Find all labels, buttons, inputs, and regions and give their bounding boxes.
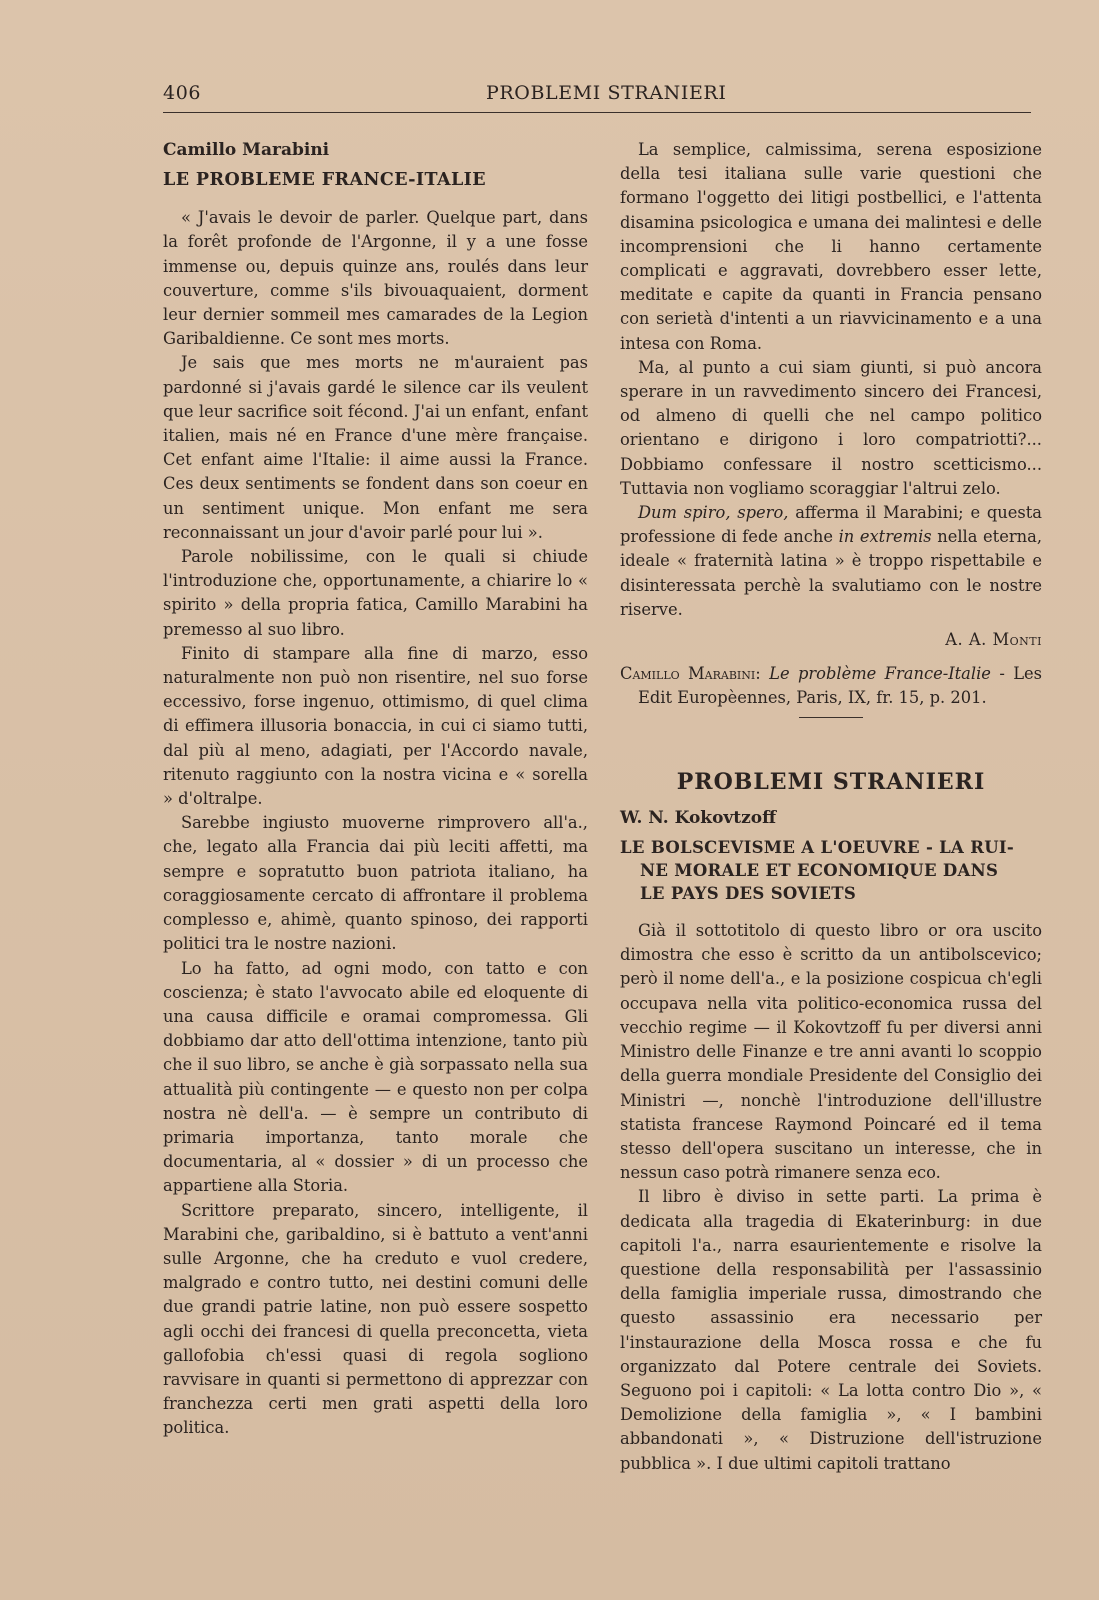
- paragraph: Parole nobilissime, con le quali si chiude l'introduzione che, opportunamente, a chiarire lo « spirito » della propria fatica, Camillo Marabini ha premesso al suo libro.: [163, 547, 588, 639]
- paragraph: « J'avais le devoir de parler. Quelque part, dans la forêt profonde de l'Argonne, il y a une fosse immense ou, depuis quinze ans, roulés dans leur couverture, comme s'ils bivouaquaient, dorment leur dernier sommeil mes camarades de la Legion Garibaldienne. Ce sont mes morts.: [163, 208, 588, 349]
- left-column: [163, 138, 588, 1441]
- latin-phrase: in extremis: [838, 527, 932, 547]
- review-author: W. N. Kokovtzoff: [620, 807, 777, 828]
- paragraph: Scrittore preparato, sincero, intelligente, il Marabini che, garibaldino, si è battuto a vent'anni sulle Argonne, che ha creduto e vuol credere, malgrado e contro tutto, nei destini comuni delle due grandi patrie latine, non può essere sospetto agli occhi dei francesi di quella preconcetta, vieta gallofobia ch'essi quasi di regola sogliono ravvisare in quanti si permettono di apprezzar con franchezza certi men grati aspetti della loro politica.: [163, 1200, 588, 1438]
- review-title: LE PROBLEME FRANCE-ITALIE: [163, 170, 486, 191]
- section-title: PROBLEMI STRANIERI: [676, 768, 986, 795]
- running-title: PROBLEMI STRANIERI: [486, 82, 727, 104]
- paragraph: Già il sottotitolo di questo libro or ora uscito dimostra che esso è scritto da un antibolscevico; però il nome dell'a., e la posizione cospicua ch'egli occupava nella vita politico-economica russa del vecchio regime — il Kokovtzoff fu per diversi anni Ministro delle Finanze e tre anni avanti lo scoppio della guerra mondiale Presidente del Consiglio dei Ministri —, nonchè l'introduzione dell'illustre statista francese Raymond Poincaré ed il tema stesso dell'opera suscitano un interesse, che in nessun caso potrà rimanere senza eco.: [620, 921, 1042, 1183]
- paragraph: Sarebbe ingiusto muoverne rimprovero all'a., che, legato alla Francia dai più leciti affetti, ma sempre e sopratutto buon patriota italiano, ha coraggiosamente cercato di affrontare il problema complesso e, ahimè, quanto spinoso, dei rapporti politici tra le nostre nazioni.: [163, 813, 588, 954]
- review-author: Camillo Marabini: [163, 140, 330, 160]
- paragraph: Il libro è diviso in sette parti. La prima è dedicata alla tragedia di Ekaterinburg: in due capitoli l'a., narra esaurientemente e risolve la questione della responsabilità per l'assassinio della famiglia imperiale russa, dimostrando che questo assassinio era necessario per l'instaurazione della Mosca rossa e che fu organizzato dal Potere centrale dei Soviets. Seguono poi i capitoli: « La lotta contro Dio », « Demolizione della famiglia », « I bambini abbandonati », « Distruzione dell'istruzione pubblica ». I due ultimi capitoli trattano: [620, 1187, 1042, 1473]
- right-column: [620, 138, 1042, 1476]
- header-rule: [163, 112, 1031, 113]
- paragraph: Dum spiro, spero, afferma il Marabini; e questa professione di fede anche in extremis nella eterna, ideale « fraternità latina » è troppo rispettabile e disinteressata perchè la svalutiamo con le nostre riserve.: [620, 503, 1042, 619]
- paragraph: Ma, al punto a cui siam giunti, si può ancora sperare in un ravvedimento sincero dei Francesi, od almeno di quelli che nel campo politico orientano e dirigono i loro compatriotti?... Dobbiamo confessare il nostro scetticismo... Tuttavia non vogliamo scoraggiar l'altrui zelo.: [620, 357, 1042, 498]
- running-header: [163, 82, 1031, 108]
- paragraph: Lo ha fatto, ad ogni modo, con tatto e con coscienza; è stato l'avvocato abile ed eloquente di una causa difficile e oramai compromessa. Gli dobbiamo dar atto dell'ottima intenzione, tanto più che il suo libro, se anche è già sorpassato nella sua attualità più contingente — e questo non per colpa nostra nè dell'a. — è sempre un contributo di primaria importanza, tanto morale che documentaria, al « dossier » di un processo che appartiene alla Storia.: [163, 958, 588, 1196]
- paragraph: Je sais que mes morts ne m'auraient pas pardonné si j'avais gardé le silence car ils veulent que leur sacrifice soit fécond. J'ai un enfant, enfant italien, mais né en France d'une mère française. Cet enfant aime l'Italie: il aime aussi la France. Ces deux sentiments se fondent dans son coeur en un sentiment unique. Mon enfant me sera reconnaissant un jour d'avoir parlé pour lui ».: [163, 353, 588, 542]
- paragraph: La semplice, calmissima, serena esposizione della tesi italiana sulle varie questioni che formano l'oggetto dei litigi postbellici, e l'attenta disamina psicologica e umana dei malintesi e delle incomprensioni che li hanno certamente complicati e aggravati, dovrebbero esser lette, meditate e capite da quanti in Francia pensano con serietà d'intenti a un riavvicinamento e a una intesa con Roma.: [620, 140, 1042, 353]
- bibliographic-reference: Camillo Marabini: Le problème France-Italie - Les Edit Europèennes, Paris, IX, fr. 15, p. 201.: [620, 664, 1043, 708]
- paragraph: Finito di stampare alla fine di marzo, esso naturalmente non può non risentire, nel suo forse eccessivo, forse ingenuo, ottimismo, di quel clima di effimera illusoria bonaccia, in cui ci siamo tutti, dal più al meno, adagiati, per l'Accordo navale, ritenuto raggiunto con la nostra vicina e « sorella » d'oltralpe.: [163, 643, 588, 809]
- latin-motto: Dum spiro, spero,: [638, 503, 789, 523]
- review-title: LE BOLSCEVISME A L'OEUVRE - LA RUI- NE MORALE ET ECONOMIQUE DANS LE PAYS DES SOVIETS: [620, 838, 1015, 904]
- section-divider: [799, 717, 863, 718]
- reviewer-signature: A. A. Monti: [945, 630, 1042, 650]
- page-number: 406: [163, 82, 202, 104]
